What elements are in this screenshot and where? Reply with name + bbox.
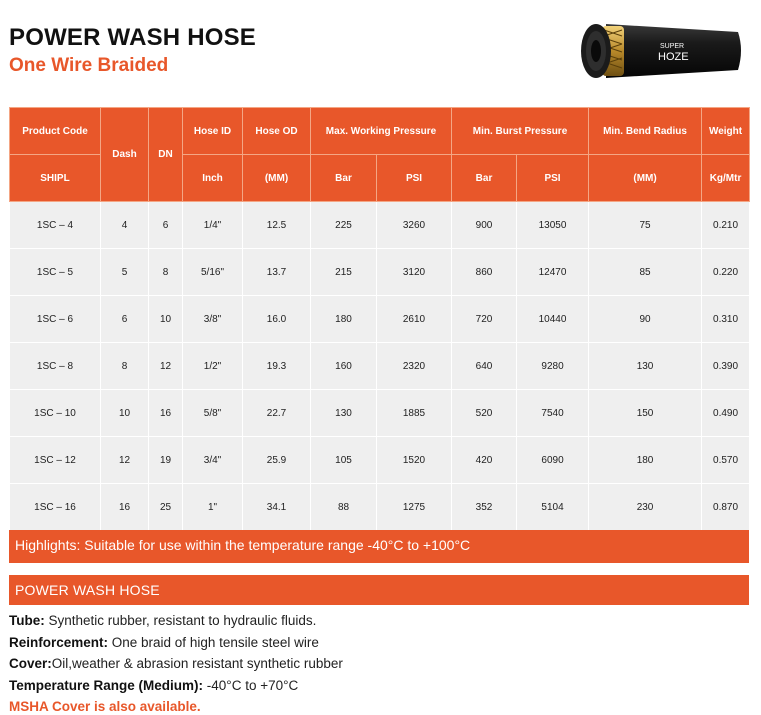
table-cell: 1275 — [377, 484, 452, 531]
table-cell: 19.3 — [243, 343, 311, 390]
detail-cover: Cover:Oil,weather & abrasion resistant synthetic rubber — [9, 656, 343, 671]
page-subtitle: One Wire Braided — [9, 55, 169, 76]
detail-msha-note: MSHA Cover is also available. — [9, 699, 201, 714]
table-row — [10, 390, 750, 437]
table-cell: 0.870 — [702, 484, 750, 531]
table-cell: 1/4" — [183, 202, 243, 249]
table-cell: 75 — [589, 202, 702, 249]
table-cell: 0.310 — [702, 296, 750, 343]
table-cell: 85 — [589, 249, 702, 296]
table-cell: 12 — [101, 437, 149, 484]
table-cell: 130 — [311, 390, 377, 437]
table-cell: 1SC – 6 — [10, 296, 101, 343]
unit-shipl: SHIPL — [10, 155, 101, 202]
col-product-code: Product Code — [10, 108, 101, 155]
col-dash: Dash — [101, 108, 149, 202]
table-cell: 1SC – 8 — [10, 343, 101, 390]
table-cell: 13.7 — [243, 249, 311, 296]
table-cell: 720 — [452, 296, 517, 343]
table-cell: 0.570 — [702, 437, 750, 484]
unit-burst-bar: Bar — [452, 155, 517, 202]
table-cell: 0.490 — [702, 390, 750, 437]
table-cell: 2320 — [377, 343, 452, 390]
spec-details — [9, 610, 343, 715]
table-cell: 1SC – 5 — [10, 249, 101, 296]
col-max-working-pressure: Max. Working Pressure — [311, 108, 452, 155]
table-cell: 12 — [149, 343, 183, 390]
table-row — [10, 202, 750, 249]
table-cell: 6090 — [517, 437, 589, 484]
table-cell: 3120 — [377, 249, 452, 296]
table-cell: 1SC – 4 — [10, 202, 101, 249]
table-cell: 16 — [149, 390, 183, 437]
table-cell: 225 — [311, 202, 377, 249]
header-row-1 — [10, 108, 750, 155]
col-weight: Weight — [702, 108, 750, 155]
table-cell: 90 — [589, 296, 702, 343]
table-cell: 1/2" — [183, 343, 243, 390]
table-cell: 1SC – 12 — [10, 437, 101, 484]
table-cell: 0.390 — [702, 343, 750, 390]
unit-working-psi: PSI — [377, 155, 452, 202]
table-cell: 215 — [311, 249, 377, 296]
table-cell: 8 — [149, 249, 183, 296]
table-cell: 230 — [589, 484, 702, 531]
detail-reinforcement: Reinforcement: One braid of high tensile steel wire — [9, 634, 319, 650]
table-cell: 5/16" — [183, 249, 243, 296]
table-cell: 10440 — [517, 296, 589, 343]
table-cell: 9280 — [517, 343, 589, 390]
unit-kg-mtr: Kg/Mtr — [702, 155, 750, 202]
detail-tube: Tube: Synthetic rubber, resistant to hydraulic fluids. — [9, 613, 317, 628]
col-dn: DN — [149, 108, 183, 202]
unit-working-bar: Bar — [311, 155, 377, 202]
highlight-bar: Highlights: Suitable for use within the temperature range -40°C to +100°C — [9, 530, 749, 563]
unit-mm-bend: (MM) — [589, 155, 702, 202]
table-cell: 1520 — [377, 437, 452, 484]
table-cell: 16 — [101, 484, 149, 531]
table-cell: 16.0 — [243, 296, 311, 343]
table-cell: 640 — [452, 343, 517, 390]
table-cell: 6 — [149, 202, 183, 249]
table-cell: 4 — [101, 202, 149, 249]
page-title: POWER WASH HOSE — [9, 24, 257, 51]
col-hose-od: Hose OD — [243, 108, 311, 155]
table-row — [10, 296, 750, 343]
unit-inch: Inch — [183, 155, 243, 202]
table-cell: 5104 — [517, 484, 589, 531]
table-cell: 19 — [149, 437, 183, 484]
table-cell: 34.1 — [243, 484, 311, 531]
logo-text-super: SUPER — [660, 43, 685, 50]
table-cell: 5 — [101, 249, 149, 296]
unit-burst-psi: PSI — [517, 155, 589, 202]
table-cell: 22.7 — [243, 390, 311, 437]
table-cell: 12470 — [517, 249, 589, 296]
table-cell: 860 — [452, 249, 517, 296]
table-cell: 0.220 — [702, 249, 750, 296]
table-cell: 3260 — [377, 202, 452, 249]
table-row — [10, 343, 750, 390]
table-cell: 12.5 — [243, 202, 311, 249]
table-cell: 160 — [311, 343, 377, 390]
table-cell: 5/8" — [183, 390, 243, 437]
table-cell: 1885 — [377, 390, 452, 437]
table-cell: 3/4" — [183, 437, 243, 484]
table-cell: 900 — [452, 202, 517, 249]
table-cell: 420 — [452, 437, 517, 484]
col-hose-id: Hose ID — [183, 108, 243, 155]
table-cell: 520 — [452, 390, 517, 437]
table-row — [10, 437, 750, 484]
unit-mm-od: (MM) — [243, 155, 311, 202]
table-cell: 13050 — [517, 202, 589, 249]
table-cell: 180 — [589, 437, 702, 484]
logo-text-hoze: HOZE — [658, 51, 689, 63]
table-cell: 0.210 — [702, 202, 750, 249]
detail-temperature: Temperature Range (Medium): -40°C to +70°C — [9, 677, 299, 693]
table-cell: 105 — [311, 437, 377, 484]
table-cell: 88 — [311, 484, 377, 531]
hose-product-image — [576, 14, 746, 86]
table-cell: 6 — [101, 296, 149, 343]
table-cell: 352 — [452, 484, 517, 531]
table-cell: 1SC – 16 — [10, 484, 101, 531]
table-cell: 8 — [101, 343, 149, 390]
table-cell: 180 — [311, 296, 377, 343]
table-row — [10, 249, 750, 296]
col-min-bend-radius: Min. Bend Radius — [589, 108, 702, 155]
table-cell: 2610 — [377, 296, 452, 343]
table-cell: 10 — [101, 390, 149, 437]
table-cell: 1" — [183, 484, 243, 531]
table-row — [10, 484, 750, 531]
section-title-bar: POWER WASH HOSE — [9, 575, 749, 605]
col-min-burst-pressure: Min. Burst Pressure — [452, 108, 589, 155]
spec-table — [9, 107, 750, 531]
table-cell: 3/8" — [183, 296, 243, 343]
table-cell: 10 — [149, 296, 183, 343]
table-cell: 25.9 — [243, 437, 311, 484]
table-cell: 1SC – 10 — [10, 390, 101, 437]
table-cell: 130 — [589, 343, 702, 390]
table-cell: 25 — [149, 484, 183, 531]
table-cell: 7540 — [517, 390, 589, 437]
table-cell: 150 — [589, 390, 702, 437]
